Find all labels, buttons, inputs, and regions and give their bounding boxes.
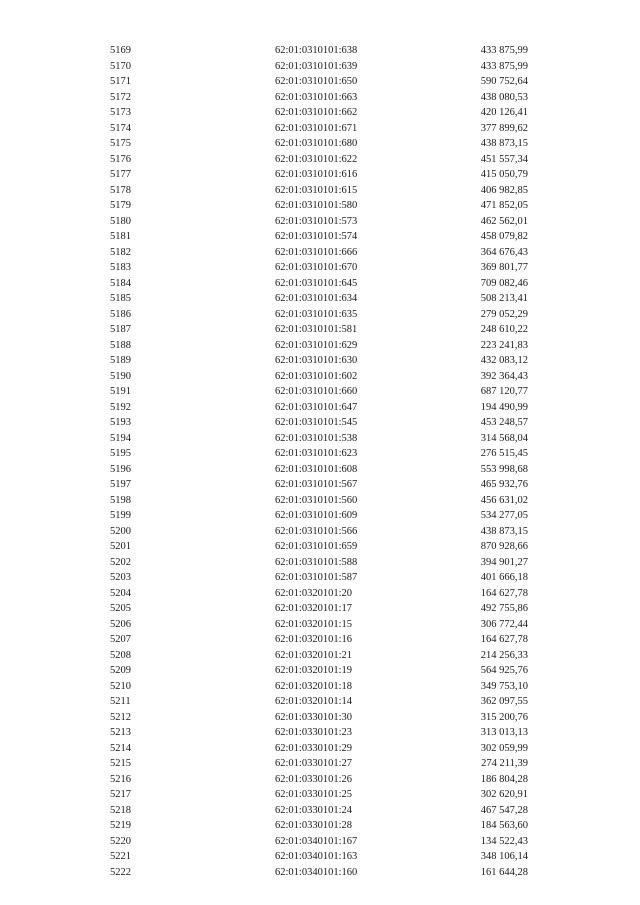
cadastral-value: 564 925,76 [480, 665, 528, 676]
row-number: 5185 [110, 293, 131, 304]
table-row [0, 90, 640, 106]
table-row [0, 198, 640, 214]
table-row [0, 679, 640, 695]
row-number: 5196 [110, 463, 131, 475]
row-number: 5206 [110, 618, 131, 630]
cadastral-number: 62:01:0310101:573 [275, 215, 358, 227]
cadastral-value: 214 256,33 [480, 649, 528, 661]
row-number: 5184 [110, 277, 131, 289]
cadastral-number: 62:01:0330101:26 [275, 773, 353, 785]
cadastral-number: 62:01:0330101:30 [275, 711, 353, 723]
cadastral-number: 62:01:0320101:18 [275, 680, 353, 692]
row-number: 5200 [110, 525, 131, 537]
cadastral-value: 432 083,12 [480, 355, 528, 366]
row-number: 5204 [110, 587, 131, 599]
cadastral-number: 62:01:0310101:567 [275, 479, 358, 490]
cadastral-number: 62:01:0310101:588 [275, 556, 358, 568]
cadastral-value: 687 120,77 [480, 386, 528, 397]
table-row [0, 446, 640, 462]
cadastral-value: 184 563,60 [480, 820, 528, 831]
table-row [0, 524, 640, 540]
table-row [0, 183, 640, 199]
row-number: 5214 [110, 742, 131, 754]
cadastral-value: 709 082,46 [480, 277, 528, 289]
row-number: 5203 [110, 572, 131, 583]
cadastral-value: 302 059,99 [480, 742, 528, 754]
row-number: 5207 [110, 634, 131, 645]
cadastral-value: 406 982,85 [480, 184, 528, 196]
cadastral-value: 274 211,39 [481, 758, 528, 769]
row-number: 5178 [110, 184, 131, 196]
cadastral-value: 306 772,44 [480, 618, 528, 630]
table-row [0, 756, 640, 772]
row-number: 5215 [110, 758, 131, 769]
row-number: 5176 [110, 153, 131, 165]
cadastral-number: 62:01:0320101:17 [275, 603, 353, 614]
cadastral-value: 451 557,34 [480, 153, 528, 165]
cadastral-number: 62:01:0310101:660 [275, 386, 358, 397]
cadastral-value: 186 804,28 [480, 773, 528, 785]
cadastral-value: 302 620,91 [480, 789, 528, 800]
cadastral-number: 62:01:0320101:16 [275, 634, 353, 645]
cadastral-value: 438 873,15 [480, 525, 528, 537]
cadastral-value: 377 899,62 [480, 122, 528, 134]
row-number: 5187 [110, 324, 131, 335]
cadastral-value: 438 873,15 [480, 138, 528, 149]
table-row [0, 245, 640, 261]
table-row [0, 539, 640, 555]
cadastral-number: 62:01:0310101:662 [275, 107, 358, 118]
cadastral-number: 62:01:0340101:163 [275, 851, 358, 862]
table-row [0, 260, 640, 276]
cadastral-value: 492 755,86 [480, 603, 528, 614]
cadastral-value: 433 875,99 [480, 45, 528, 56]
table-row [0, 105, 640, 121]
row-number: 5183 [110, 262, 131, 273]
table-row [0, 353, 640, 369]
cadastral-value: 223 241,83 [480, 339, 528, 351]
cadastral-number: 62:01:0310101:671 [275, 122, 358, 134]
row-number: 5172 [110, 91, 131, 103]
row-number: 5181 [110, 231, 131, 242]
cadastral-number: 62:01:0310101:616 [275, 169, 358, 180]
table-row [0, 136, 640, 152]
row-number: 5192 [110, 401, 131, 413]
cadastral-number: 62:01:0310101:634 [275, 293, 358, 304]
cadastral-number: 62:01:0310101:659 [275, 541, 358, 552]
row-number: 5179 [110, 200, 131, 211]
table-row [0, 307, 640, 323]
cadastral-number: 62:01:0310101:602 [275, 370, 358, 382]
cadastral-number: 62:01:0310101:638 [275, 45, 358, 56]
row-number: 5175 [110, 138, 131, 149]
cadastral-value: 438 080,53 [480, 91, 528, 103]
table-row [0, 617, 640, 633]
row-number: 5198 [110, 494, 131, 506]
cadastral-value-table [0, 43, 640, 880]
cadastral-number: 62:01:0310101:666 [275, 246, 358, 258]
cadastral-number: 62:01:0310101:663 [275, 91, 358, 103]
cadastral-value: 462 562,01 [480, 215, 528, 227]
cadastral-value: 553 998,68 [480, 463, 528, 475]
cadastral-number: 62:01:0330101:25 [275, 789, 353, 800]
cadastral-value: 349 753,10 [480, 680, 528, 692]
table-row [0, 431, 640, 447]
table-row [0, 725, 640, 741]
cadastral-number: 62:01:0320101:21 [275, 649, 353, 661]
row-number: 5209 [110, 665, 131, 676]
row-number: 5218 [110, 804, 131, 816]
row-number: 5174 [110, 122, 131, 134]
row-number: 5186 [110, 308, 131, 320]
row-number: 5190 [110, 370, 131, 382]
table-row [0, 663, 640, 679]
row-number: 5216 [110, 773, 131, 785]
cadastral-number: 62:01:0310101:608 [275, 463, 358, 475]
cadastral-value: 314 568,04 [480, 432, 528, 444]
cadastral-value: 870 928,66 [480, 541, 528, 552]
row-number: 5201 [110, 541, 131, 552]
row-number: 5182 [110, 246, 131, 258]
cadastral-value: 134 522,43 [480, 835, 528, 847]
table-row [0, 400, 640, 416]
table-row [0, 214, 640, 230]
table-row [0, 865, 640, 881]
table-row [0, 710, 640, 726]
cadastral-value: 456 631,02 [480, 494, 528, 506]
row-number: 5205 [110, 603, 131, 614]
row-number: 5191 [110, 386, 131, 397]
row-number: 5173 [110, 107, 131, 118]
cadastral-value: 315 200,76 [480, 711, 528, 723]
row-number: 5210 [110, 680, 131, 692]
table-row [0, 322, 640, 338]
row-number: 5199 [110, 510, 131, 521]
table-row [0, 415, 640, 431]
cadastral-number: 62:01:0310101:609 [275, 510, 358, 521]
cadastral-number: 62:01:0340101:160 [275, 866, 358, 878]
table-row [0, 152, 640, 168]
cadastral-value: 420 126,41 [480, 107, 528, 118]
row-number: 5221 [110, 851, 131, 862]
row-number: 5202 [110, 556, 131, 568]
table-row [0, 59, 640, 75]
cadastral-value: 276 515,45 [480, 448, 528, 459]
cadastral-value: 164 627,78 [480, 634, 528, 645]
cadastral-value: 313 013,13 [480, 727, 528, 738]
cadastral-value: 465 932,76 [480, 479, 528, 490]
cadastral-value: 364 676,43 [480, 246, 528, 258]
table-row [0, 818, 640, 834]
row-number: 5170 [110, 60, 131, 72]
cadastral-number: 62:01:0320101:14 [275, 696, 353, 707]
cadastral-value: 401 666,18 [480, 572, 528, 583]
table-row [0, 43, 640, 59]
table-row [0, 74, 640, 90]
table-row [0, 338, 640, 354]
row-number: 5189 [110, 355, 131, 366]
table-row [0, 772, 640, 788]
cadastral-number: 62:01:0330101:29 [275, 742, 353, 754]
cadastral-number: 62:01:0310101:635 [275, 308, 358, 320]
table-row [0, 477, 640, 493]
cadastral-value: 392 364,43 [480, 370, 528, 382]
table-row [0, 508, 640, 524]
table-row [0, 276, 640, 292]
cadastral-number: 62:01:0310101:680 [275, 138, 358, 149]
cadastral-number: 62:01:0310101:560 [275, 494, 358, 506]
row-number: 5217 [110, 789, 131, 800]
table-row [0, 384, 640, 400]
table-row [0, 849, 640, 865]
cadastral-number: 62:01:0310101:650 [275, 76, 358, 87]
cadastral-value: 279 052,29 [480, 308, 528, 320]
table-row [0, 121, 640, 137]
row-number: 5222 [110, 866, 131, 878]
cadastral-number: 62:01:0320101:19 [275, 665, 353, 676]
table-row [0, 555, 640, 571]
table-row [0, 648, 640, 664]
table-row [0, 570, 640, 586]
table-row [0, 741, 640, 757]
cadastral-value: 394 901,27 [480, 556, 528, 568]
cadastral-number: 62:01:0310101:622 [275, 153, 358, 165]
table-row [0, 586, 640, 602]
cadastral-value: 534 277,05 [480, 510, 528, 521]
row-number: 5180 [110, 215, 131, 227]
cadastral-value: 248 610,22 [480, 324, 528, 335]
row-number: 5169 [110, 45, 131, 56]
table-row [0, 803, 640, 819]
cadastral-value: 369 801,77 [480, 262, 528, 273]
table-row [0, 601, 640, 617]
table-row [0, 694, 640, 710]
cadastral-number: 62:01:0310101:639 [275, 60, 358, 72]
row-number: 5220 [110, 835, 131, 847]
cadastral-number: 62:01:0310101:581 [275, 324, 358, 335]
cadastral-number: 62:01:0310101:566 [275, 525, 358, 537]
cadastral-number: 62:01:0320101:15 [275, 618, 353, 630]
cadastral-value: 508 213,41 [480, 293, 528, 304]
cadastral-value: 458 079,82 [480, 231, 528, 242]
cadastral-number: 62:01:0330101:23 [275, 727, 353, 738]
cadastral-value: 590 752,64 [480, 76, 528, 87]
cadastral-value: 362 097,55 [480, 696, 528, 707]
table-row [0, 493, 640, 509]
cadastral-value: 453 248,57 [480, 417, 528, 428]
table-row [0, 787, 640, 803]
cadastral-number: 62:01:0310101:580 [275, 200, 358, 211]
row-number: 5188 [110, 339, 131, 351]
row-number: 5195 [110, 448, 131, 459]
table-row [0, 369, 640, 385]
table-row [0, 229, 640, 245]
table-row [0, 632, 640, 648]
cadastral-number: 62:01:0310101:574 [275, 231, 358, 242]
row-number: 5211 [110, 696, 131, 707]
cadastral-number: 62:01:0310101:647 [275, 401, 358, 413]
cadastral-number: 62:01:0310101:629 [275, 339, 358, 351]
cadastral-number: 62:01:0310101:645 [275, 277, 358, 289]
row-number: 5208 [110, 649, 131, 661]
cadastral-number: 62:01:0330101:27 [275, 758, 353, 769]
cadastral-value: 433 875,99 [480, 60, 528, 72]
table-row [0, 462, 640, 478]
cadastral-number: 62:01:0310101:538 [275, 432, 358, 444]
row-number: 5193 [110, 417, 131, 428]
cadastral-value: 164 627,78 [480, 587, 528, 599]
cadastral-value: 161 644,28 [480, 866, 528, 878]
cadastral-number: 62:01:0310101:545 [275, 417, 358, 428]
row-number: 5219 [110, 820, 131, 831]
cadastral-value: 467 547,28 [480, 804, 528, 816]
row-number: 5213 [110, 727, 131, 738]
row-number: 5171 [110, 76, 131, 87]
row-number: 5177 [110, 169, 131, 180]
cadastral-value: 471 852,05 [480, 200, 528, 211]
cadastral-number: 62:01:0310101:623 [275, 448, 358, 459]
cadastral-number: 62:01:0330101:24 [275, 804, 353, 816]
cadastral-number: 62:01:0310101:587 [275, 572, 358, 583]
cadastral-value: 348 106,14 [480, 851, 528, 862]
cadastral-number: 62:01:0310101:630 [275, 355, 358, 366]
cadastral-number: 62:01:0310101:670 [275, 262, 358, 273]
row-number: 5212 [110, 711, 131, 723]
table-row [0, 167, 640, 183]
table-row [0, 834, 640, 850]
cadastral-number: 62:01:0310101:615 [275, 184, 358, 196]
cadastral-value: 194 490,99 [480, 401, 528, 413]
cadastral-number: 62:01:0320101:20 [275, 587, 353, 599]
row-number: 5197 [110, 479, 131, 490]
row-number: 5194 [110, 432, 131, 444]
table-row [0, 291, 640, 307]
cadastral-value: 415 050,79 [480, 169, 528, 180]
cadastral-number: 62:01:0330101:28 [275, 820, 353, 831]
cadastral-number: 62:01:0340101:167 [275, 835, 358, 847]
